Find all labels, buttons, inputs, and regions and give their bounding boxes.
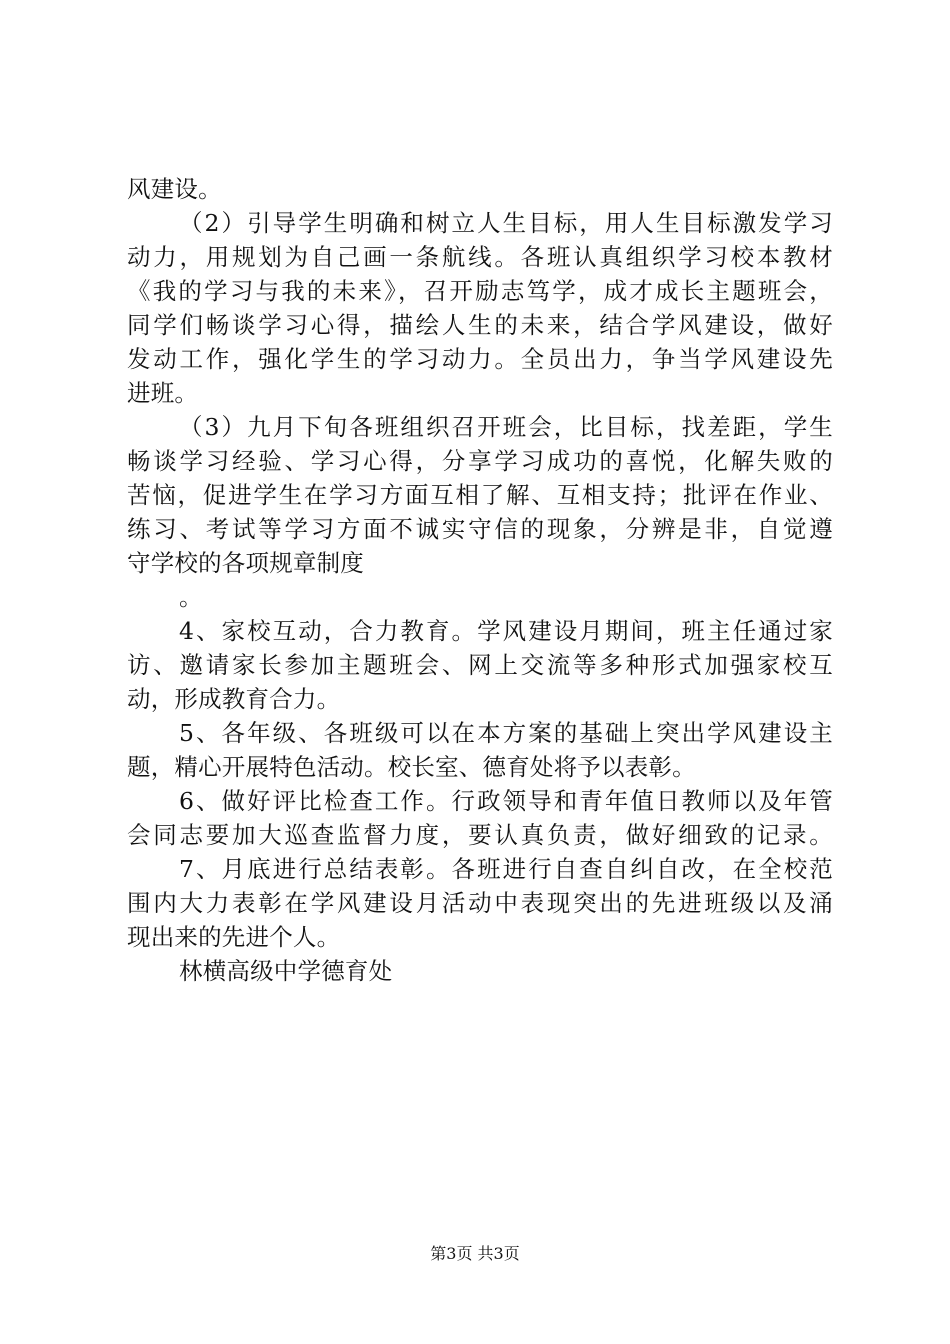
paragraph-line: 同学们畅谈学习心得，描绘人生的未来，结合学风建设，做好 (127, 311, 833, 339)
paragraph-line: 围内大力表彰在学风建设月活动中表现突出的先进班级以及涌 (127, 889, 833, 917)
paragraph-line: 题，精心开展特色活动。校长室、德育处将予以表彰。 (127, 753, 696, 781)
paragraph-line: 苦恼，促进学生在学习方面互相了解、互相支持；批评在作业、 (127, 481, 833, 509)
paragraph-line: 《我的学习与我的未来》，召开励志笃学，成才成长主题班会， (127, 277, 833, 305)
paragraph-line: 会同志要加大巡查监督力度，要认真负责，做好细致的记录。 (127, 821, 833, 849)
paragraph-line: 练习、考试等学习方面不诚实守信的现象，分辨是非，自觉遵 (127, 515, 833, 543)
paragraph-line: 进班。 (127, 379, 199, 407)
paragraph-line: （2）引导学生明确和树立人生目标，用人生目标激发学习 (179, 209, 833, 237)
paragraph-line: 6、做好评比检查工作。行政领导和青年值日教师以及年管 (179, 787, 833, 815)
paragraph-line: 风建设。 (127, 175, 222, 203)
page-number-footer: 第3页 共3页 (430, 1244, 520, 1263)
paragraph-line: 畅谈学习经验、学习心得，分享学习成功的喜悦，化解失败的 (127, 447, 833, 475)
paragraph-line: 。 (179, 583, 203, 611)
paragraph-line: （3）九月下旬各班组织召开班会，比目标，找差距，学生 (179, 413, 833, 441)
paragraph-line: 动力，用规划为自己画一条航线。各班认真组织学习校本教材 (127, 243, 833, 271)
paragraph-line: 守学校的各项规章制度 (127, 549, 364, 577)
signature-line: 林横高级中学德育处 (179, 957, 393, 985)
paragraph-line: 7、月底进行总结表彰。各班进行自查自纠自改，在全校范 (179, 855, 833, 883)
paragraph-line: 4、家校互动，合力教育。学风建设月期间，班主任通过家 (179, 617, 833, 645)
paragraph-line: 访、邀请家长参加主题班会、网上交流等多种形式加强家校互 (127, 651, 833, 679)
paragraph-line: 发动工作，强化学生的学习动力。全员出力，争当学风建设先 (127, 345, 833, 373)
paragraph-line: 5、各年级、各班级可以在本方案的基础上突出学风建设主 (179, 719, 833, 747)
paragraph-line: 现出来的先进个人。 (127, 923, 341, 951)
paragraph-line: 动，形成教育合力。 (127, 685, 341, 713)
